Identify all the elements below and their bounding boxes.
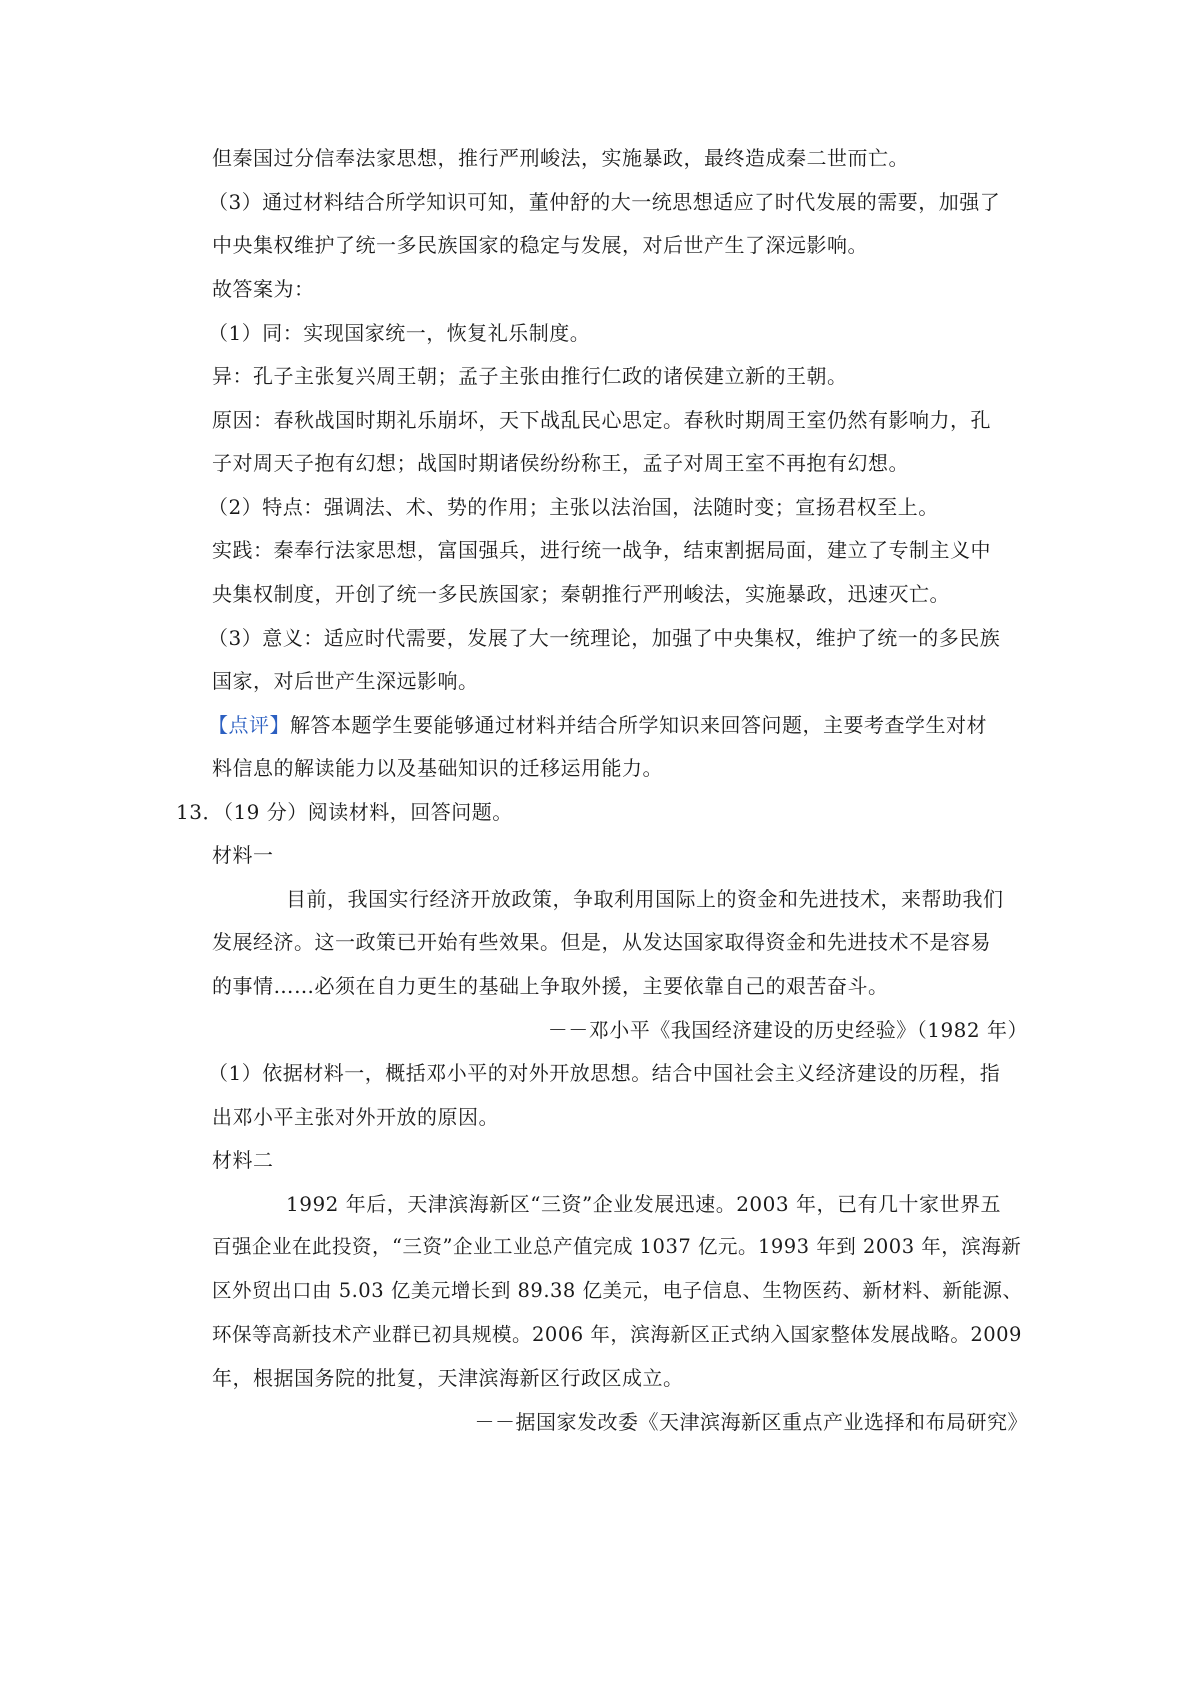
text-line: （2）特点：强调法、术、势的作用；主张以法治国，法随时变；宣扬君权至上。 [208, 495, 939, 519]
text-line: 区外贸出口由 5.03 亿美元增长到 89.38 亿美元，电子信息、生物医药、新材料、新能源、 [212, 1279, 1023, 1302]
text-line: 目前，我国实行经济开放政策，争取利用国际上的资金和先进技术，来帮助我们 [286, 887, 1004, 911]
text-line: 发展经济。这一政策已开始有些效果。但是，从发达国家取得资金和先进技术不是容易 [212, 930, 991, 954]
text-line: 央集权制度，开创了统一多民族国家；秦朝推行严刑峻法，实施暴政，迅速灭亡。 [212, 582, 950, 606]
text-line: 国家，对后世产生深远影响。 [212, 669, 479, 693]
text-line: 的事情……必须在自力更生的基础上争取外援，主要依靠自己的艰苦奋斗。 [212, 974, 889, 998]
text-line: 年，根据国务院的批复，天津滨海新区行政区成立。 [212, 1366, 684, 1390]
comment-text: 解答本题学生要能够通过材料并结合所学知识来回答问题，主要考查学生对材 [290, 713, 987, 737]
question-heading: 13．（19 分）阅读材料，回答问题。 [176, 800, 513, 824]
comment-tag: 【点评】 [208, 713, 290, 737]
text-line: （3）意义：适应时代需要，发展了大一统理论，加强了中央集权，维护了统一的多民族 [208, 626, 1001, 650]
text-line: 中央集权维护了统一多民族国家的稳定与发展，对后世产生了深远影响。 [212, 233, 868, 257]
material-label: 材料二 [212, 1148, 274, 1172]
text-line: （3）通过材料结合所学知识可知，董仲舒的大一统思想适应了时代发展的需要，加强了 [208, 190, 1001, 214]
text-line: （1）依据材料一，概括邓小平的对外开放思想。结合中国社会主义经济建设的历程，指 [208, 1061, 1001, 1085]
text-line: 出邓小平主张对外开放的原因。 [212, 1105, 499, 1129]
source-citation: －－据国家发改委《天津滨海新区重点产业选择和布局研究》 [474, 1410, 1028, 1434]
material-label: 材料一 [212, 843, 274, 867]
text-line: 故答案为： [212, 277, 315, 301]
text-line: 1992 年后，天津滨海新区“三资”企业发展迅速。2003 年，已有几十家世界五 [286, 1192, 1001, 1216]
text-line: 百强企业在此投资，“三资”企业工业总产值完成 1037 亿元。1993 年到 2003 年，滨海新 [212, 1235, 1022, 1258]
text-line: 料信息的解读能力以及基础知识的迁移运用能力。 [212, 756, 663, 780]
comment-line [208, 713, 987, 737]
text-line: 原因：春秋战国时期礼乐崩坏，天下战乱民心思定。春秋时期周王室仍然有影响力，孔 [212, 408, 991, 432]
text-line: 子对周天子抱有幻想；战国时期诸侯纷纷称王，孟子对周王室不再抱有幻想。 [212, 451, 909, 475]
text-line: 异：孔子主张复兴周王朝；孟子主张由推行仁政的诸侯建立新的王朝。 [212, 364, 848, 388]
text-line: 实践：秦奉行法家思想，富国强兵，进行统一战争，结束割据局面，建立了专制主义中 [212, 538, 991, 562]
text-line: （1）同：实现国家统一，恢复礼乐制度。 [208, 321, 591, 345]
text-line: 环保等高新技术产业群已初具规模。2006 年，滨海新区正式纳入国家整体发展战略。2009 [212, 1323, 1022, 1346]
source-citation: －－邓小平《我国经济建设的历史经验》（1982 年） [547, 1018, 1028, 1042]
text-line: 但秦国过分信奉法家思想，推行严刑峻法，实施暴政，最终造成秦二世而亡。 [212, 146, 909, 170]
